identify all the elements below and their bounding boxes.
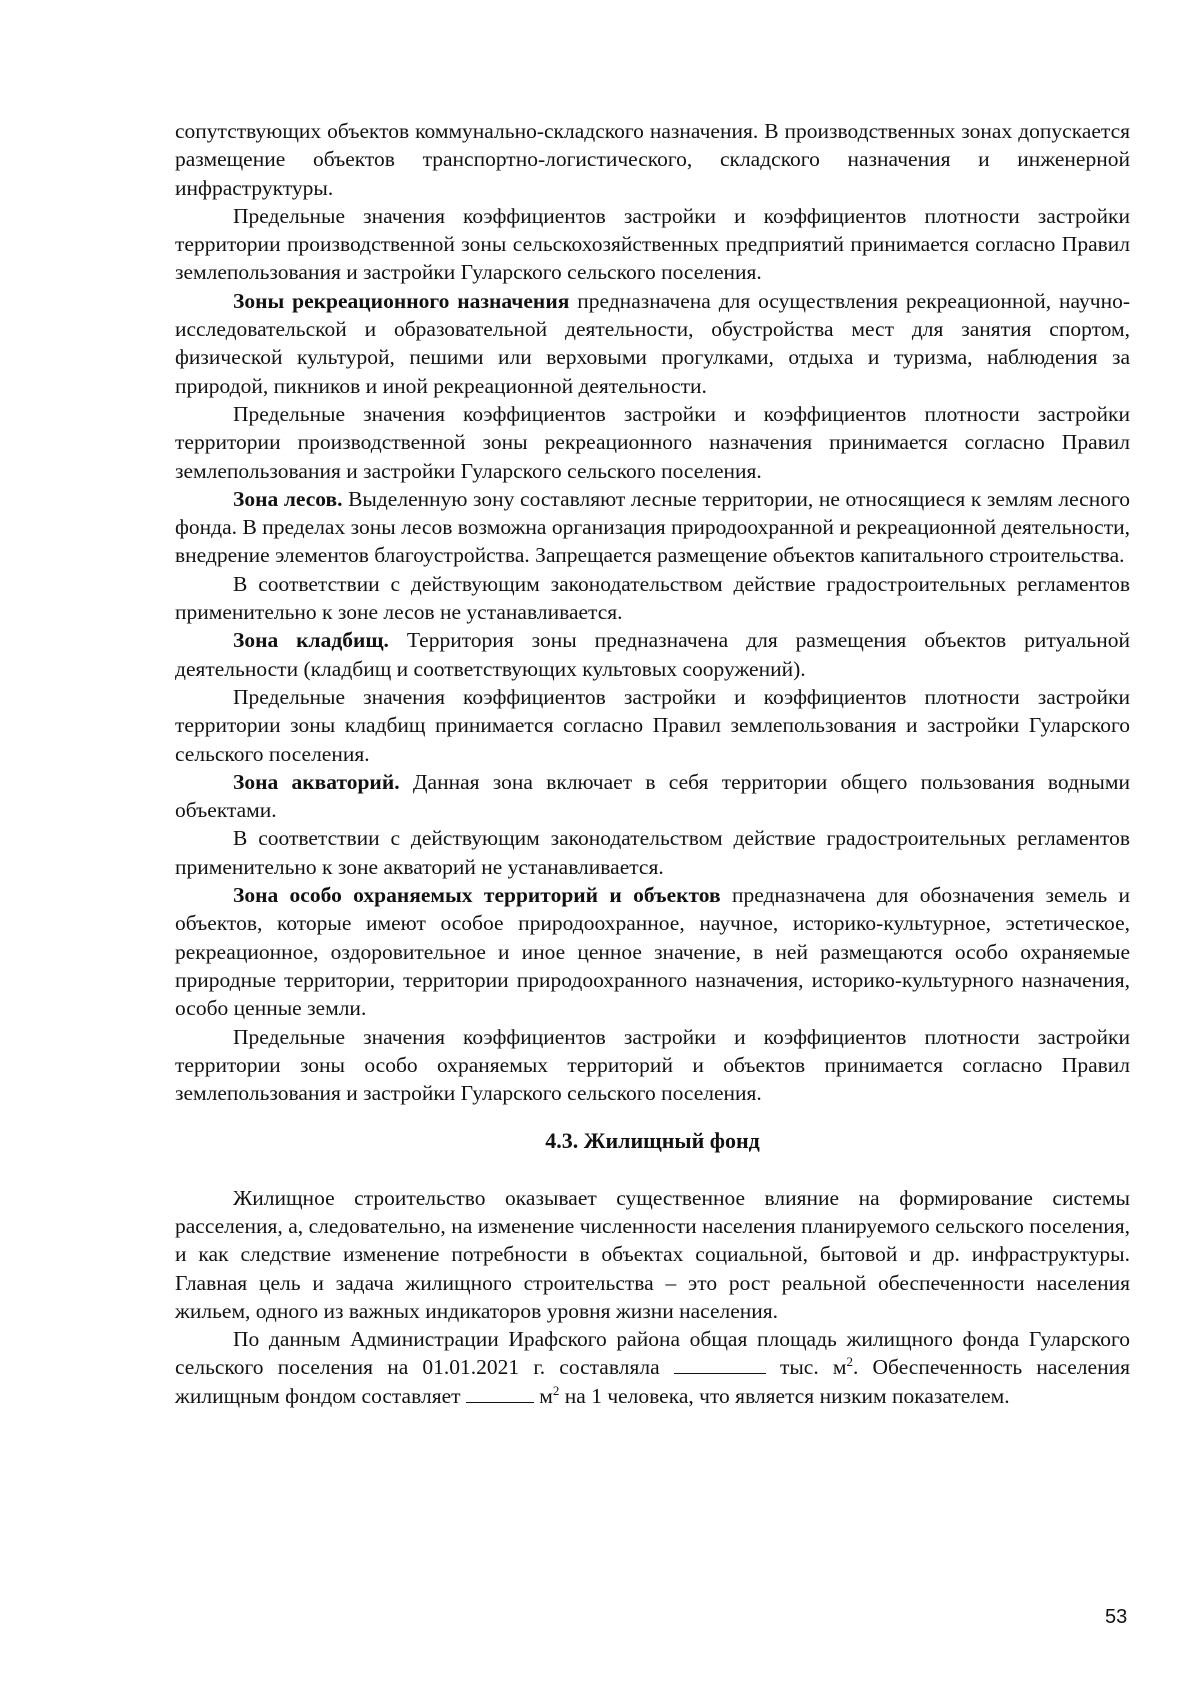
paragraph-text: сопутствующих объектов коммунально-складского назначения. В производственных зонах допускается размещение объектов транспортно-логистического, складского назначения и инженерной инфраструктуры.: [175, 119, 1130, 200]
paragraph: [175, 117, 1130, 202]
paragraph: [175, 824, 1130, 881]
paragraph-text: В соответствии с действующим законодательством действие градостроительных регламентов применительно к зоне лесов не устанавливается.: [175, 571, 1130, 625]
paragraph-text: предназначена для осуществления рекреационной, научно-исследовательской и образовательной деятельности, обустройства мест для занятия спортом, физической культурой, пешими или верховыми прогулками, отдыха и туризма, наблюдения за природой, пикников и иной рекреационной деятельности.: [175, 288, 1130, 398]
zone-name: Зона кладбищ.: [233, 628, 389, 653]
paragraph-text: Выделенную зону составляют лесные территории, не относящиеся к землям лесного фонда. В пределах зоны лесов возможна организация природоохранной и рекреационной деятельности, внедрение элементов благоустройства. Запрещается размещение объектов капитального строительства.: [175, 486, 1130, 568]
paragraph: [175, 485, 1130, 570]
paragraph-text: Территория зоны предназначена для размещения объектов ритуальной деятельности (кладбищ и соответствующих культовых сооружений).: [175, 628, 1130, 681]
zone-name: Зона лесов.: [233, 486, 343, 511]
paragraph: [175, 626, 1130, 683]
paragraph-text: Предельные значения коэффициентов застройки и коэффициентов плотности застройки территории производственной зоны сельскохозяйственных предприятий принимается согласно Правил землепользования и застройки Гуларского сельского поселения.: [175, 203, 1130, 285]
stats-text-1: По данным Администрации Ирафского района общая площадь жилищного фонда Гуларского сельского поселения на 01.01.2021 г. составляла: [175, 1327, 1130, 1380]
paragraph: [175, 287, 1130, 400]
paragraph-text: В соответствии с действующим законодательством действие градостроительных регламентов применительно к зоне акваторий не устанавливается.: [175, 826, 1130, 879]
paragraph: [175, 570, 1130, 627]
total-area-blank: [674, 1355, 766, 1374]
stats-text-3: . Обеспеченность населения жилищным фондом составляет: [175, 1355, 1130, 1408]
section-heading: 4.3. Жилищный фонд: [545, 1128, 760, 1154]
paragraph: [175, 1023, 1130, 1108]
housing-paragraph: Жилищное строительство оказывает существенное влияние на формирование системы расселения, а, следовательно, на изменение численности населения планируемого сельского поселения, и как следствие изменение потребности в объектах социальной, бытовой и др. инфраструктуры. Главная цель и задача жилищного строительства – это рост реальной обеспеченности населения жильем, одного из важных индикаторов уровня жизни населения.: [175, 1185, 1130, 1323]
paragraph-text: Предельные значения коэффициентов застройки и коэффициентов плотности застройки территории зоны кладбищ принимается согласно Правил землепользования и застройки Гуларского сельского поселения.: [175, 684, 1130, 766]
zone-name: Зоны рекреационного назначения: [233, 288, 570, 313]
paragraph: [175, 881, 1130, 1022]
stats-text-4: м: [533, 1383, 553, 1408]
paragraph-text: Предельные значения коэффициентов застройки и коэффициентов плотности застройки территории производственной зоны рекреационного назначения принимается согласно Правил землепользования и застройки Гуларского сельского поселения.: [175, 401, 1130, 483]
stats-text-5: на 1 человека, что является низким показателем.: [559, 1383, 1010, 1408]
zone-name: Зона особо охраняемых территорий и объектов: [233, 883, 721, 908]
stats-text-2: тыс. м: [765, 1355, 847, 1380]
housing-stats-paragraph: [175, 1325, 1130, 1410]
paragraph: [175, 202, 1130, 287]
stats-sup-1: 2: [846, 1354, 853, 1370]
paragraph: [175, 400, 1130, 485]
stats-sup-2: 2: [552, 1382, 560, 1398]
per-capita-blank: [466, 1384, 534, 1403]
document-body: [175, 117, 1130, 1410]
zone-descriptions: [175, 117, 1130, 1107]
paragraph-text: Данная зона включает в себя территории общего пользования водными объектами.: [175, 769, 1130, 823]
zone-name: Зона акваторий.: [233, 769, 400, 794]
paragraph: [175, 768, 1130, 825]
page-number: 53: [1105, 1606, 1128, 1628]
paragraph-text: предназначена для обозначения земель и объектов, которые имеют особое природоохранное, научное, историко-культурное, эстетическое, рекреационное, оздоровительное и иное ценное значение, в ней размещаются особо охраняемые природные территории, территории природоохранного назначения, историко-культурного назначения, особо ценные земли.: [175, 883, 1130, 1021]
paragraph: [175, 683, 1130, 768]
paragraph-text: Предельные значения коэффициентов застройки и коэффициентов плотности застройки территории зоны особо охраняемых территорий и объектов принимается согласно Правил землепользования и застройки Гуларского сельского поселения.: [175, 1024, 1130, 1106]
